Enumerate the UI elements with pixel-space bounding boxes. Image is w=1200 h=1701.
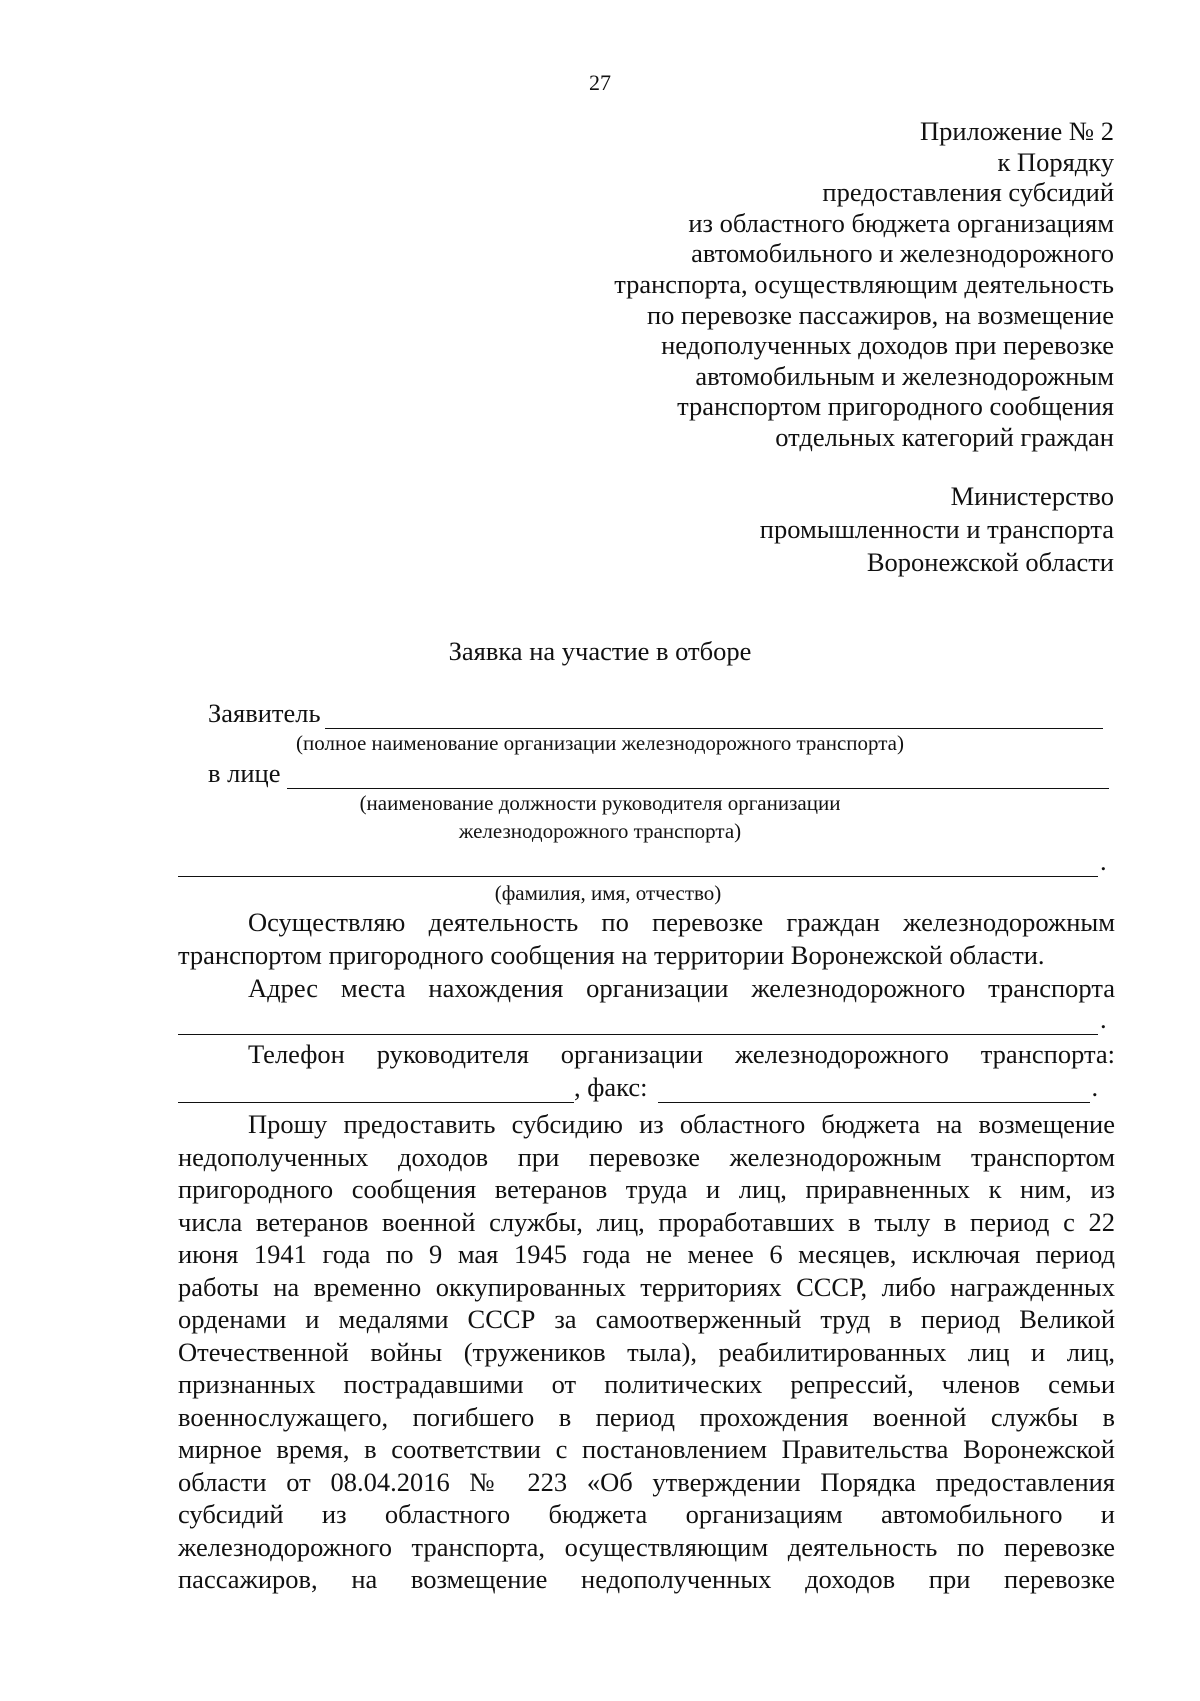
represented-label: в лице xyxy=(208,758,281,788)
addressee-block xyxy=(760,480,1114,579)
address-label: Адрес места нахождения организации железнодорожного транспорта xyxy=(248,973,1115,1003)
request-line: пассажиров, на возмещение недополученных доходов при перевозке xyxy=(178,1564,1115,1594)
request-line: признанных пострадавшими от политических репрессий, членов семьи xyxy=(178,1369,1115,1399)
fax-period: . xyxy=(1091,1072,1099,1102)
appendix-line: транспортом пригородного сообщения xyxy=(677,391,1114,422)
request-line: работы на временно оккупированных территориях СССР, либо награжденных xyxy=(178,1271,1115,1302)
form-title: Заявка на участие в отборе xyxy=(448,636,752,666)
position-caption-line2: железнодорожного транспорта) xyxy=(458,819,742,843)
request-line: пригородного сообщения ветеранов труда и лиц, приравненных к ним, из xyxy=(178,1174,1115,1204)
request-line: Прошу предоставить субсидию из областного бюджета на возмещение xyxy=(248,1109,1115,1139)
appendix-line: к Порядку xyxy=(997,146,1114,177)
appendix-line: Приложение № 2 xyxy=(919,116,1114,146)
fio-row xyxy=(178,846,1107,877)
page-number: 27 xyxy=(589,70,611,95)
request-line: Отечественной войны (тружеников тыла), реабилитированных лиц и лиц, xyxy=(178,1336,1115,1367)
activity-paragraph: Осуществляю деятельность по перевозке граждан железнодорожным транспортом пригородного сообщения на территории Воронежской области. xyxy=(178,907,1115,970)
phone-fax-row xyxy=(178,1072,1098,1103)
request-line: июня 1941 года по 9 мая 1945 года не менее 6 месяцев, исключая период xyxy=(178,1239,1115,1269)
appendix-line: транспорта, осуществляющим деятельность xyxy=(614,268,1114,299)
request-line: области от 08.04.2016 № 223 «Об утверждении Порядка предоставления xyxy=(178,1466,1115,1497)
phone-field[interactable] xyxy=(178,1076,574,1103)
fio-caption: (фамилия, имя, отчество) xyxy=(494,881,722,905)
fio-field[interactable] xyxy=(178,850,1098,877)
addressee-line: Министерство xyxy=(950,481,1114,511)
address-field[interactable] xyxy=(178,1008,1098,1035)
applicant-caption: (полное наименование организации железнодорожного транспорта) xyxy=(296,731,904,755)
applicant-field[interactable] xyxy=(325,702,1103,729)
fax-label: , факс: xyxy=(574,1072,648,1102)
fax-field[interactable] xyxy=(658,1076,1090,1103)
phone-label: Телефон руководителя организации железнодорожного транспорта: xyxy=(248,1039,1115,1069)
address-period: . xyxy=(1100,1004,1107,1034)
request-line: военнослужащего, погибшего в период прохождения военной службы в xyxy=(178,1401,1115,1432)
appendix-header xyxy=(614,116,1114,453)
represented-row xyxy=(208,758,1109,789)
appendix-line: недополученных доходов при перевозке xyxy=(661,330,1114,361)
address-row xyxy=(178,1004,1107,1035)
appendix-line: предоставления субсидий xyxy=(822,177,1114,208)
fio-period: . xyxy=(1100,846,1107,876)
applicant-row xyxy=(208,698,1103,729)
request-line: орденами и медалями СССР за самоотверженный труд в период Великой xyxy=(178,1304,1115,1334)
request-line: субсидий из областного бюджета организациям автомобильного и xyxy=(178,1499,1115,1529)
appendix-line: отдельных категорий граждан xyxy=(775,421,1114,452)
addressee-line: промышленности и транспорта xyxy=(759,514,1114,544)
request-line: недополученных доходов при перевозке железнодорожным транспортом xyxy=(178,1141,1115,1172)
appendix-line: из областного бюджета организациям xyxy=(688,207,1114,238)
request-line: числа ветеранов военной службы, лиц, проработавших в тылу в период с 22 xyxy=(178,1206,1115,1237)
position-caption-line1: (наименование должности руководителя организации xyxy=(359,791,841,815)
appendix-line: автомобильного и железнодорожного xyxy=(691,238,1114,269)
appendix-line: по перевозке пассажиров, на возмещение xyxy=(646,299,1114,330)
request-line: железнодорожного транспорта, осуществляющим деятельность по перевозке xyxy=(178,1531,1115,1562)
applicant-label: Заявитель xyxy=(208,698,321,728)
appendix-line: автомобильным и железнодорожным xyxy=(695,360,1114,391)
addressee-line: Воронежской области xyxy=(866,547,1114,577)
position-field[interactable] xyxy=(287,762,1109,789)
request-line: мирное время, в соответствии с постановлением Правительства Воронежской xyxy=(178,1434,1115,1464)
